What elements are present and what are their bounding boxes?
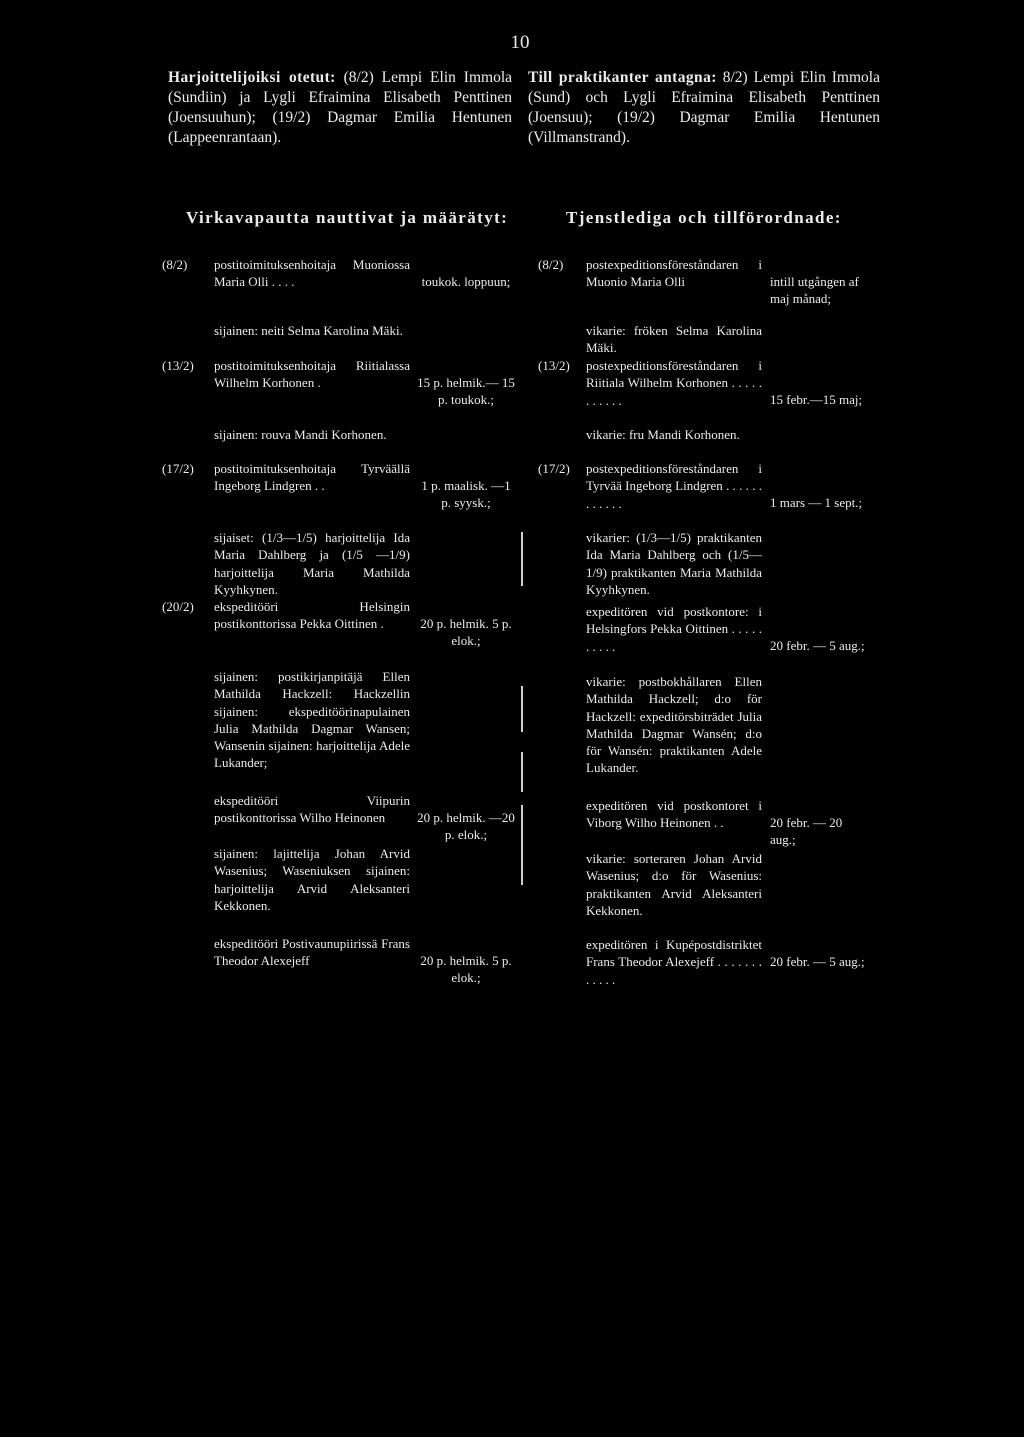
sv-substitute: vikarier: (1/3—1/5) praktikanten Ida Maria Dahlberg och (1/5—1/9) praktikanten Maria Mathilda Kyyhkynen. [586,530,762,597]
sv-entry [0,936,1024,986]
entry-date: (8/2) [162,257,188,272]
fi-substitute: sijainen: lajittelija Johan Arvid Wasenius; Waseniuksen sijainen: harjoittelija Arvid Aleksanteri Kekkonen. [214,846,410,913]
fi-substitute: sijaiset: (1/3—1/5) harjoittelija Ida Maria Dahlberg ja (1/5 —1/9) harjoittelija Maria Mathilda Kyyhkynen. [214,530,410,597]
intro-finnish-lead: Harjoittelijoiksi otetut: [168,69,336,86]
entry-period: 20 febr. — 5 aug.; [770,638,865,653]
sv-entry [0,357,1024,417]
entry-text: postitoimituksenhoitaja Tyrväällä Ingeborg Lindgren . . [214,461,410,494]
entry-text: postitoimituksenhoitaja Riitialassa Wilhelm Korhonen . [214,358,410,391]
fi-substitute: sijainen: rouva Mandi Korhonen. [214,427,387,442]
entry-text: expeditören i Kupépostdistriktet Frans Theodor Alexejeff . . . . . . . . . . . . [586,937,762,987]
entry-period: 20 p. helmik. 5 p. elok.; [420,616,512,649]
entry-text: postitoimituksenhoitaja Muoniossa Maria Olli . . . . [214,257,410,290]
intro-finnish [168,68,512,148]
section-heading-swedish: Tjenstlediga och tillförordnade: [566,208,842,227]
section-heading-finnish: Virkavapautta nauttivat ja määrätyt: [186,208,509,227]
entry-text: postexpeditionsföreståndaren i Muonio Maria Olli [586,257,762,290]
entry-date: (13/2) [162,358,194,373]
entry-period: 20 p. helmik. 5 p. elok.; [420,953,512,986]
entry-text: postexpeditionsföreståndaren i Tyrvää Ingeborg Lindgren . . . . . . . . . . . . [586,461,762,511]
entry-period: 20 p. helmik. —20 p. elok.; [417,810,515,843]
sv-substitute: vikarie: sorteraren Johan Arvid Wasenius; d:o för Wasenius: praktikanten Arvid Aleksanteri Kekkonen. [586,851,762,918]
column-divider [521,752,523,792]
entry-period: toukok. loppuun; [421,274,511,289]
entry-text: expeditören vid postkontoret i Viborg Wilho Heinonen . . [586,798,762,831]
entry-text: expeditören vid postkontore: i Helsingfors Pekka Oittinen . . . . . . . . . . [586,604,762,654]
entry-period: 15 p. helmik.— 15 p. toukok.; [417,375,515,408]
entry-date: (17/2) [162,461,194,476]
sv-substitute: vikarie: postbokhållaren Ellen Mathilda Hackzell; d:o för Hackzell: expeditörsbiträdet Julia Mathilda Dagmar Wansén; d:o för Wansén: praktikanten Adele Lukander. [586,674,762,776]
entry-period: 1 mars — 1 sept.; [770,495,863,510]
sv-entry [0,797,1024,848]
entry-text: ekspeditööri Postivaunupiirissä Frans Theodor Alexejeff [214,936,410,969]
entry-text: postexpeditionsföreståndaren i Riitiala Wilhelm Korhonen . . . . . . . . . . . [586,358,762,408]
entry-period: 15 febr.—15 maj; [770,392,863,407]
entry-period: 20 febr. — 5 aug.; [770,954,865,969]
intro-finnish-body: (8/2) Lempi Elin Immola (Sundiin) ja Lygli Efraimina Elisabeth Penttinen (Joensuuhun); (19/2) Dagmar Emilia Hentunen (Lappeenrantaan). [168,69,513,146]
sv-substitute: vikarie: fröken Selma Karolina Mäki. [586,323,762,356]
intro-swedish [528,68,880,148]
entry-period: 20 febr. — 20 aug.; [770,815,843,848]
sv-entry [0,256,1024,320]
intro-swedish-body: 8/2) Lempi Elin Immola (Sund) och Lygli Efraimina Elisabeth Penttinen (Joensuu); (19/2) Dagmar Emilia Hentunen (Villmanstrand). [528,69,880,146]
sv-entry [0,460,1024,520]
page-number: 10 [510,32,530,53]
entry-date: (20/2) [162,599,194,614]
intro-swedish-lead: Till praktikanter antagna: [528,69,717,86]
sv-entry [0,603,1024,663]
fi-substitute: sijainen: postikirjanpitäjä Ellen Mathilda Hackzell: Hackzellin sijainen: ekspeditöörinapulainen Julia Mathilda Dagmar Wansen; Wansenin sijainen: harjoittelija Adele Lukander; [214,669,410,771]
entry-date: (17/2) [538,461,570,476]
sv-substitute: vikarie: fru Mandi Korhonen. [586,427,740,442]
entry-period: 1 p. maalisk. —1 p. syysk.; [421,478,511,511]
fi-substitute: sijainen: neiti Selma Karolina Mäki. [214,323,403,338]
column-divider [521,686,523,732]
entry-text: ekspeditööri Viipurin postikonttorissa Wilho Heinonen [214,793,410,826]
entry-period: intill utgången af maj månad; [770,274,859,307]
entry-date: (13/2) [538,358,570,373]
column-divider [521,532,523,586]
entry-text: ekspeditööri Helsingin postikonttorissa Pekka Oittinen . [214,599,410,632]
entry-date: (8/2) [538,257,564,272]
